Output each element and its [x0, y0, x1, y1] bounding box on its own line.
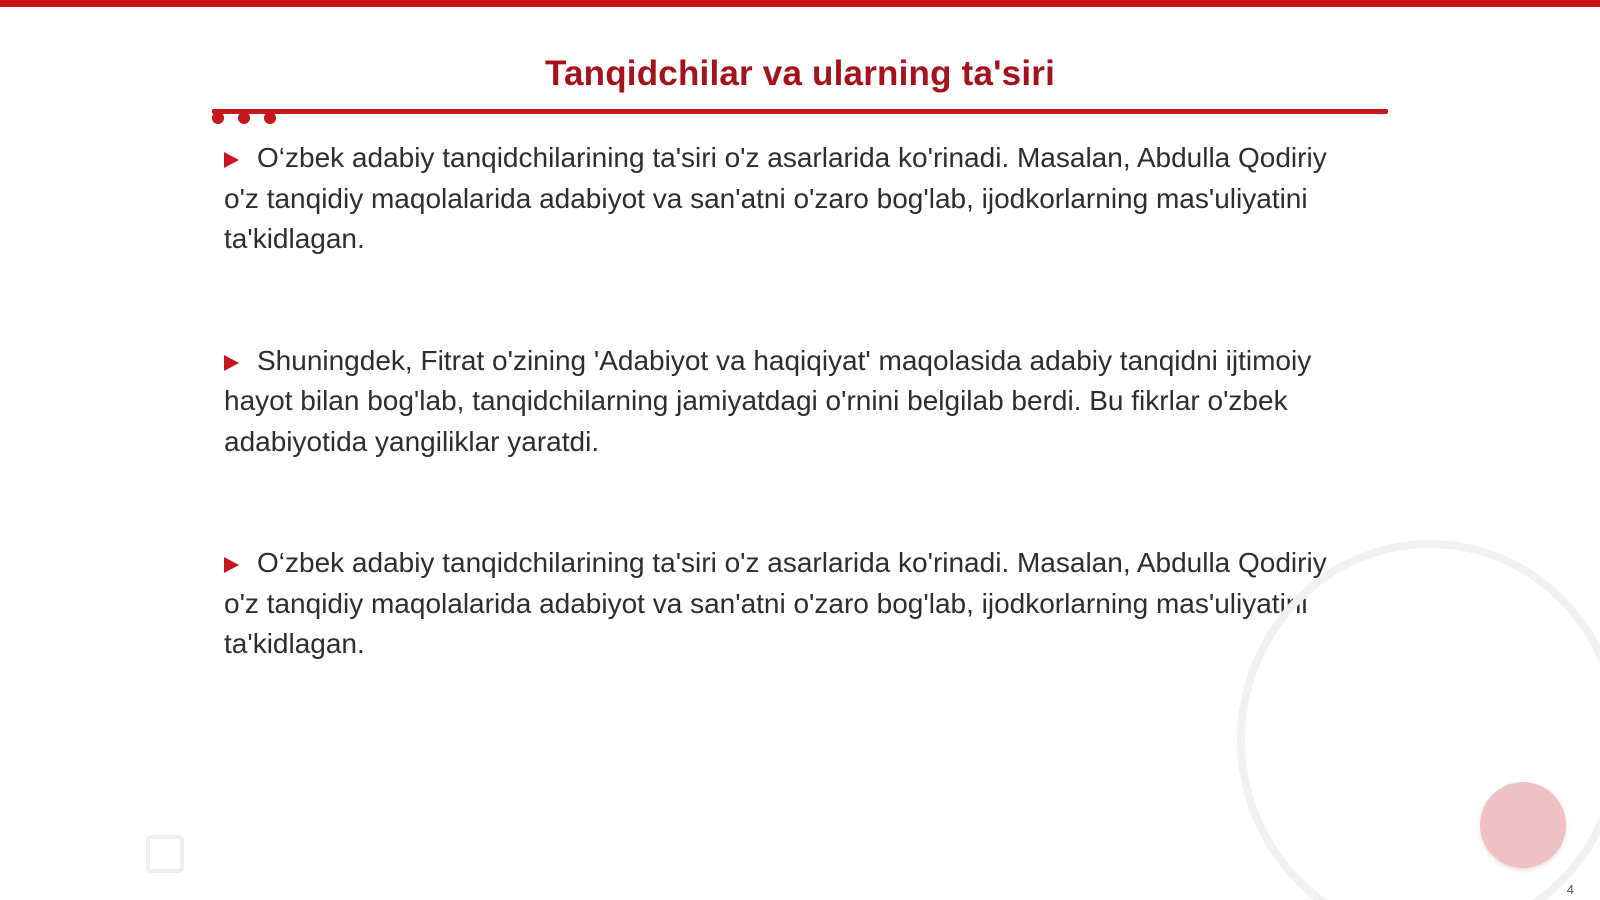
decorative-square: [146, 835, 184, 873]
slide-body: [224, 138, 1364, 746]
triangle-right-icon: [224, 355, 239, 371]
rule-dot-icon: [238, 112, 250, 124]
bullet-text: O‘zbek adabiy tanqidchilarining ta'siri o'z asarlarida ko'rinadi. Masalan, Abdulla Qodiriy o'z tanqidiy maqolalarida adabiyot va san'atni o'zaro bog'lab, ijodkorlarning mas'uliyatini ta'kidlagan.: [224, 547, 1327, 659]
title-rule-dots: [212, 112, 282, 126]
top-accent-bar: [0, 0, 1600, 7]
bullet-paragraph: [224, 138, 1364, 260]
bullet-paragraph: [224, 341, 1364, 463]
triangle-right-icon: [224, 557, 239, 573]
rule-dot-icon: [212, 112, 224, 124]
bullet-text: Shuningdek, Fitrat o'zining 'Adabiyot va haqiqiyat' maqolasida adabiy tanqidni ijtimoiy hayot bilan bog'lab, tanqidchilarning jamiyatdagi o'rnini belgilab berdi. Bu fikrlar o'zbek adabiyotida yangiliklar yaratdi.: [224, 344, 1312, 457]
triangle-right-icon: [224, 152, 239, 168]
slide-title: Tanqidchilar va ularning ta'siri: [544, 54, 1056, 93]
page-number: 4: [1566, 882, 1574, 897]
decorative-pink-circle: [1480, 782, 1566, 868]
rule-dot-icon: [264, 112, 276, 124]
title-underline: [212, 109, 1388, 114]
bullet-text: O‘zbek adabiy tanqidchilarining ta'siri o'z asarlarida ko'rinadi. Masalan, Abdulla Qodiriy o'z tanqidiy maqolalarida adabiyot va san'atni o'zaro bog'lab, ijodkorlarning mas'uliyatini ta'kidlagan.: [224, 142, 1327, 254]
bullet-paragraph: [224, 543, 1364, 665]
